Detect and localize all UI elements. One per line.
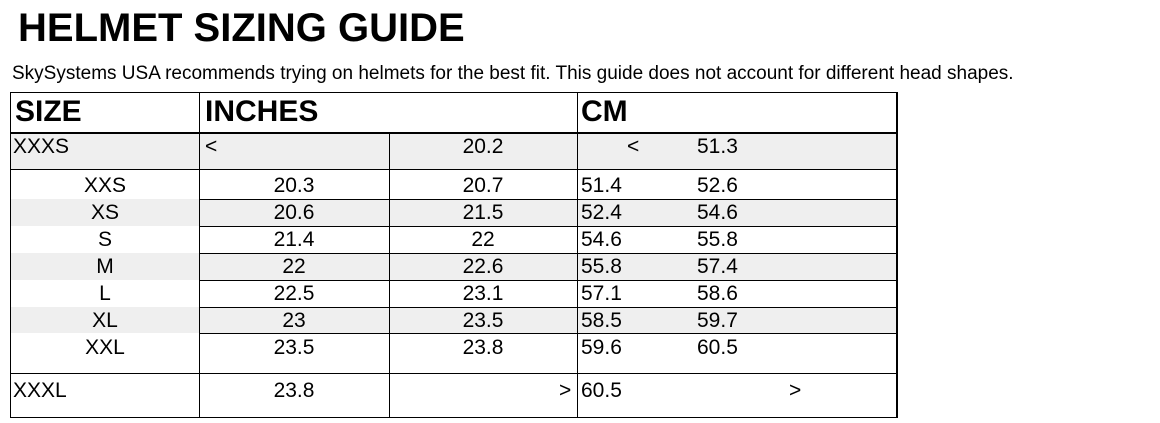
size-label: XXXL xyxy=(13,379,67,402)
cm-min: 58.5 xyxy=(581,309,622,332)
size-label: XXS xyxy=(83,174,127,197)
size-label: M xyxy=(96,255,114,278)
size-label: XS xyxy=(90,201,119,224)
inches-min: 22.5 xyxy=(273,282,315,305)
cm-column-header: CM xyxy=(581,95,628,128)
cm-min: 54.6 xyxy=(581,228,622,251)
cm-max: 58.6 xyxy=(697,282,738,305)
size-label: XXL xyxy=(85,336,125,359)
cm-max: 52.6 xyxy=(697,174,738,197)
inches-max: 20.2 xyxy=(462,135,504,158)
inches-max: 22.6 xyxy=(462,255,504,278)
cm-max: 59.7 xyxy=(697,309,738,332)
size-label: L xyxy=(99,282,111,305)
inches-max: 23.5 xyxy=(462,309,504,332)
cm-min: 51.4 xyxy=(581,174,622,197)
size-label: XXXS xyxy=(13,135,70,158)
inches-min: 20.3 xyxy=(273,174,315,197)
inches-min: 21.4 xyxy=(273,228,315,251)
inches-min: < xyxy=(205,135,218,158)
cm-min: 59.6 xyxy=(581,336,622,359)
fit-recommendation-note: SkySystems USA recommends trying on helmets for the best fit. This guide does not account for different head shapes. xyxy=(12,63,1014,84)
inches-max: 20.7 xyxy=(462,174,504,197)
inches-max: 21.5 xyxy=(462,201,504,224)
cm-max: 54.6 xyxy=(697,201,738,224)
column-divider xyxy=(577,93,578,417)
cm-min: 52.4 xyxy=(581,201,622,224)
cm-max: 51.3 xyxy=(697,135,738,158)
page-title: HELMET SIZING GUIDE xyxy=(18,6,465,50)
cm-min: 55.8 xyxy=(581,255,622,278)
inches-min: 23.5 xyxy=(273,336,315,359)
inches-min: 20.6 xyxy=(273,201,315,224)
cm-max: 55.8 xyxy=(697,228,738,251)
inches-max: 23.1 xyxy=(462,282,504,305)
inches-min: 23 xyxy=(282,309,306,332)
size-label: XL xyxy=(92,309,118,332)
size-label: S xyxy=(97,228,112,251)
sizing-table xyxy=(10,92,898,418)
cm-min: < xyxy=(627,135,640,158)
inches-min: 22 xyxy=(282,255,306,278)
inches-max: > xyxy=(559,379,572,402)
cm-max: > xyxy=(789,379,802,402)
cm-min: 57.1 xyxy=(581,282,622,305)
inches-min: 23.8 xyxy=(273,379,315,402)
row-divider xyxy=(11,169,897,170)
cm-min: 60.5 xyxy=(581,379,622,402)
size-column-header: SIZE xyxy=(15,95,82,128)
inches-max: 23.8 xyxy=(462,336,504,359)
row-divider xyxy=(11,373,897,374)
inches-max: 22 xyxy=(471,228,495,251)
cm-max: 57.4 xyxy=(697,255,738,278)
inches-column-header: INCHES xyxy=(205,95,319,128)
cm-max: 60.5 xyxy=(697,336,738,359)
